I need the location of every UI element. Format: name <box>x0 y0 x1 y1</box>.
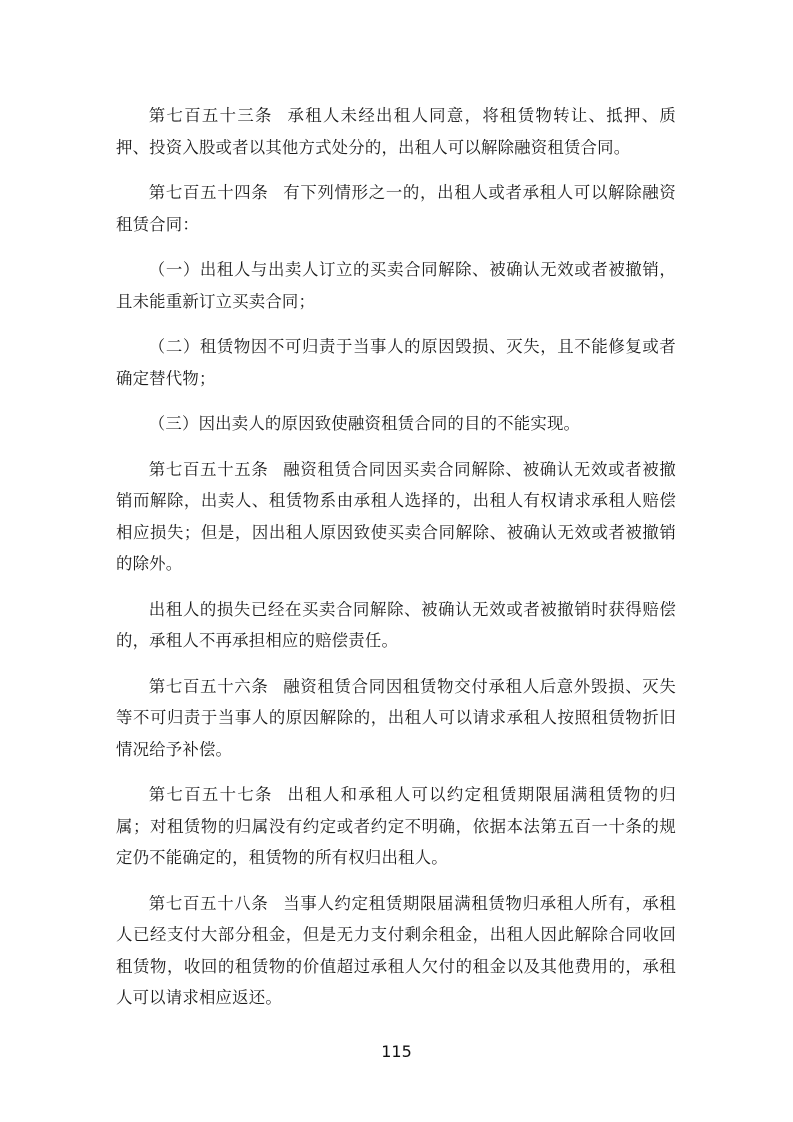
item-text: （一）出租人与出卖人订立的买卖合同解除、被确认无效或者被撤销，且未能重新订立买卖合同； <box>116 260 676 311</box>
article-number: 第七百五十五条 <box>148 459 269 479</box>
paragraph-article-758 <box>116 888 676 1014</box>
article-text: 融资租赁合同因买卖合同解除、被确认无效或者被撤销而解除，出卖人、租赁物系由承租人选择的，出租人有权请求承租人赔偿相应损失；但是，因出租人原因致使买卖合同解除、被确认无效或者被撤销的除外。 <box>116 459 676 573</box>
paragraph-item-1 <box>116 254 676 317</box>
paragraph-item-3 <box>116 408 676 440</box>
item-text: （二）租赁物因不可归责于当事人的原因毁损、灭失，且不能修复或者确定替代物； <box>116 337 676 388</box>
article-text: 出租人和承租人可以约定租赁期限届满租赁物的归属；对租赁物的归属没有约定或者约定不明确，依据本法第五百一十条的规定仍不能确定的，租赁物的所有权归出租人。 <box>116 785 676 867</box>
item-text: （三）因出卖人的原因致使融资租赁合同的目的不能实现。 <box>148 414 581 433</box>
paragraph-article-754 <box>116 177 676 240</box>
paragraph-article-755-continued <box>116 594 676 657</box>
article-number: 第七百五十三条 <box>148 106 273 125</box>
article-text: 出租人的损失已经在买卖合同解除、被确认无效或者被撤销时获得赔偿的，承租人不再承担相应的赔偿责任。 <box>116 599 676 650</box>
paragraph-item-2 <box>116 331 676 394</box>
document-body <box>116 100 676 1028</box>
paragraph-article-755 <box>116 454 676 580</box>
article-number: 第七百五十八条 <box>148 893 269 913</box>
article-text: 承租人未经出租人同意，将租赁物转让、抵押、质押、投资入股或者以其他方式处分的，出租人可以解除融资租赁合同。 <box>116 106 676 157</box>
page-number: 115 <box>381 1042 412 1061</box>
paragraph-article-756 <box>116 671 676 766</box>
article-text: 融资租赁合同因租赁物交付承租人后意外毁损、灭失等不可归责于当事人的原因解除的，出租人可以请求承租人按照租赁物折旧情况给予补偿。 <box>116 676 676 759</box>
paragraph-article-757 <box>116 779 676 874</box>
article-number: 第七百五十四条 <box>148 183 269 202</box>
article-text: 当事人约定租赁期限届满租赁物归承租人所有，承租人已经支付大部分租金，但是无力支付剩余租金，出租人因此解除合同收回租赁物，收回的租赁物的价值超过承租人欠付的租金以及其他费用的，承租人可以请求相应返还。 <box>116 893 676 1007</box>
article-number: 第七百五十六条 <box>148 676 269 696</box>
paragraph-article-753 <box>116 100 676 163</box>
article-number: 第七百五十七条 <box>148 785 273 804</box>
article-text: 有下列情形之一的，出租人或者承租人可以解除融资租赁合同： <box>116 183 676 234</box>
